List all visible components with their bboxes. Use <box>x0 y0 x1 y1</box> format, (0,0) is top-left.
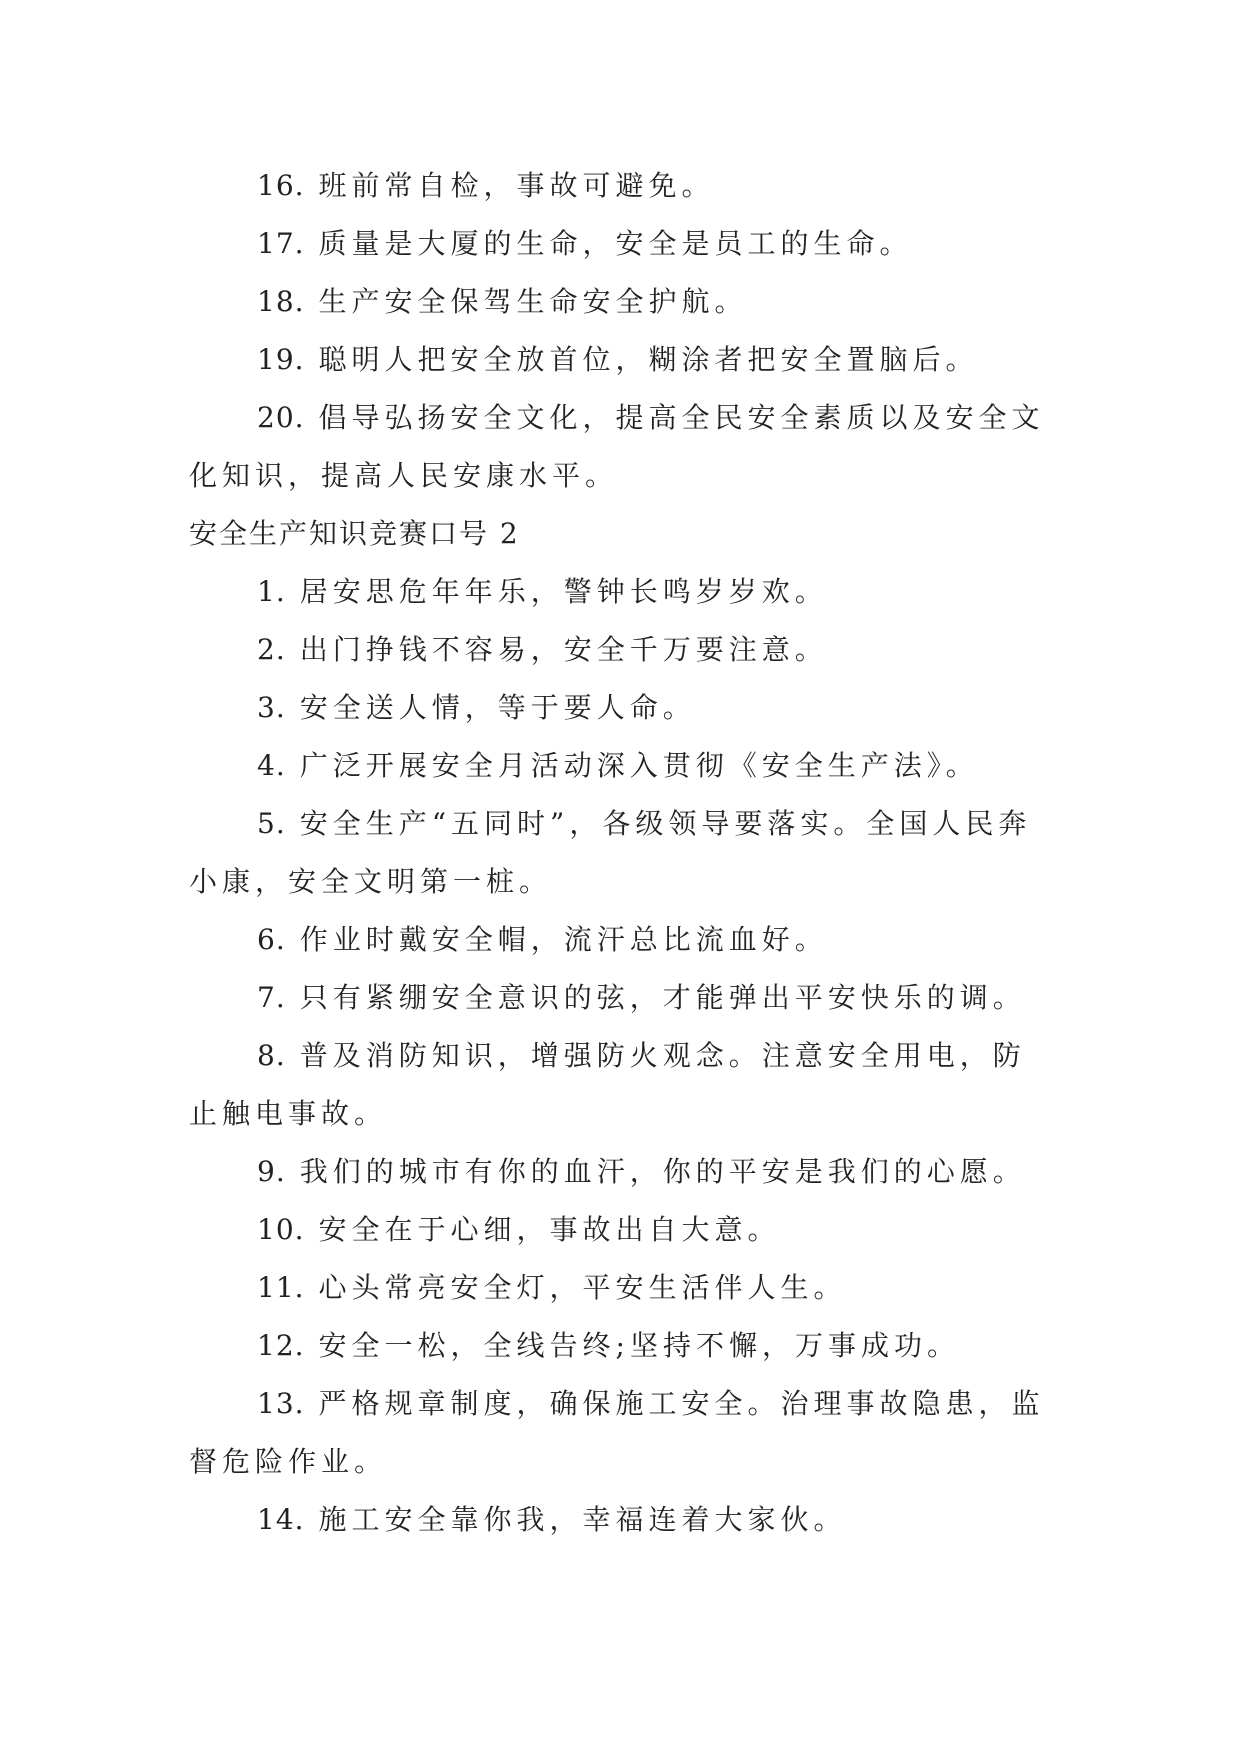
item-number: 13. <box>257 1387 305 1420</box>
list-item-2 <box>189 621 1055 679</box>
list-item-4 <box>189 737 1055 795</box>
item-number: 5. <box>257 807 286 840</box>
item-number: 10. <box>257 1213 305 1246</box>
list-item-19 <box>189 331 1055 389</box>
item-text: 施工安全靠你我，幸福连着大家伙。 <box>318 1503 847 1536</box>
item-text: 作业时戴安全帽，流汗总比流血好。 <box>299 923 828 956</box>
item-number: 19. <box>257 343 305 376</box>
list-item-1 <box>189 563 1055 621</box>
item-number: 3. <box>257 691 286 724</box>
list-item-10 <box>189 1201 1055 1259</box>
item-number: 2. <box>257 633 286 666</box>
list-item-20 <box>189 389 1055 505</box>
list-item-8 <box>189 1027 1055 1143</box>
item-number: 7. <box>257 981 286 1014</box>
list-item-6 <box>189 911 1055 969</box>
item-text: 安全一松，全线告终;坚持不懈，万事成功。 <box>318 1329 960 1362</box>
item-text: 生产安全保驾生命安全护航。 <box>318 285 748 318</box>
list-item-12 <box>189 1317 1055 1375</box>
item-number: 1. <box>257 575 286 608</box>
item-number: 8. <box>257 1039 286 1072</box>
item-text: 心头常亮安全灯，平安生活伴人生。 <box>318 1271 847 1304</box>
item-number: 11. <box>257 1271 305 1304</box>
item-number: 9. <box>257 1155 286 1188</box>
list-item-13 <box>189 1375 1055 1491</box>
item-text: 质量是大厦的生命，安全是员工的生命。 <box>318 227 913 260</box>
item-text: 班前常自检，事故可避免。 <box>318 169 715 202</box>
item-number: 4. <box>257 749 286 782</box>
list-item-3 <box>189 679 1055 737</box>
item-text: 安全在于心细，事故出自大意。 <box>318 1213 781 1246</box>
list-item-7 <box>189 969 1055 1027</box>
item-number: 18. <box>257 285 305 318</box>
item-number: 16. <box>257 169 305 202</box>
list-item-17 <box>189 215 1055 273</box>
item-number: 6. <box>257 923 286 956</box>
item-text: 广泛开展安全月活动深入贯彻《安全生产法》。 <box>299 749 979 782</box>
item-text: 安全送人情，等于要人命。 <box>299 691 696 724</box>
item-text: 出门挣钱不容易，安全千万要注意。 <box>299 633 828 666</box>
item-text: 聪明人把安全放首位，糊涂者把安全置脑后。 <box>318 343 979 376</box>
list-item-14 <box>189 1491 1055 1549</box>
item-number: 17. <box>257 227 305 260</box>
item-number: 14. <box>257 1503 305 1536</box>
section-title: 安全生产知识竞赛口号 2 <box>189 517 520 550</box>
list-item-5 <box>189 795 1055 911</box>
item-text: 倡导弘扬安全文化，提高全民安全素质以及安全文化知识，提高人民安康水平。 <box>189 401 1045 492</box>
document-body <box>189 157 1055 1549</box>
list-item-11 <box>189 1259 1055 1317</box>
item-text: 我们的城市有你的血汗，你的平安是我们的心愿。 <box>299 1155 1026 1188</box>
list-item-9 <box>189 1143 1055 1201</box>
item-text: 普及消防知识，增强防火观念。注意安全用电，防止触电事故。 <box>189 1039 1026 1130</box>
item-number: 12. <box>257 1329 305 1362</box>
item-text: 安全生产“五同时”，各级领导要落实。全国人民奔小康，安全文明第一桩。 <box>189 807 1032 898</box>
item-number: 20. <box>257 401 305 434</box>
item-text: 严格规章制度，确保施工安全。治理事故隐患，监督危险作业。 <box>189 1387 1045 1478</box>
item-text: 只有紧绷安全意识的弦，才能弹出平安快乐的调。 <box>299 981 1026 1014</box>
item-text: 居安思危年年乐，警钟长鸣岁岁欢。 <box>299 575 828 608</box>
list-item-16 <box>189 157 1055 215</box>
list-item-18 <box>189 273 1055 331</box>
